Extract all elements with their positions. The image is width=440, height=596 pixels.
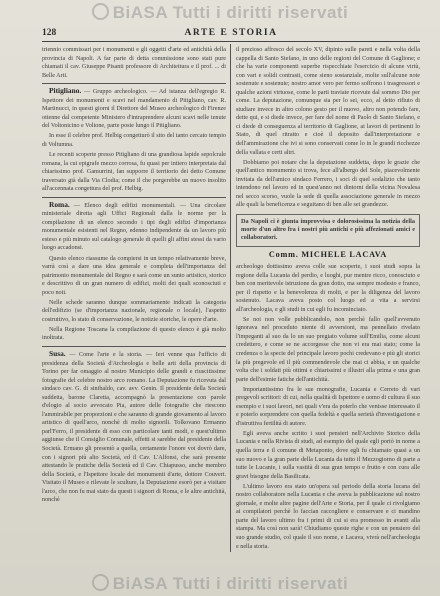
paragraph: Dobbiamo poi notare che la deputazione suddetta, dopo le grazie che quell'antico monumento si trova, fece all'albergo del Sole, piacevolmente invitata da dell'amico sindaco Ferrero, i soci di quel sodalizio che tanto intendono nel lavoro ed in quest'anno nei dintorni della vicina Novalesa nel secco scorso, vuole la sede di quella associazione generale in mezzo alle quali la beneficenza e seguitano di ben alle sei grandezze.	[236, 159, 420, 209]
left-column	[42, 46, 226, 550]
section-text: — Elenco degli edifizi monumentali. — Una circolare ministeriale diretta agli Uffici Regionali dalla le norme per la compilazione di un elenco secondo i tipi degli edifizi d'importanza monumentale esistenti nel Regno, edenno indipendente da un lavoro più esteso e più minuto sul catalogo generale di quelli gli affini stessi da vario luogo accadonsi.	[42, 202, 226, 252]
section-heading: Pitigliano.	[49, 86, 82, 96]
paragraph: Le recenti scoperte presso Pitigliano di una grandiosa lapide sepolcrale romana, la cui epigrafe mezzo corrosa, fu quasi per intiero interpretata dal chiarissimo prof. Gamurrini, fan supporre il territorio dei detto Comune traversato già dalla Via Clodia; come il che porgerebbe un nuovo insolito all'accennata congettura del prof. Helbig.	[42, 152, 226, 193]
right-column	[236, 46, 420, 550]
paragraph: Nella Regione Toscana la compilazione di questo elenco è già molto inoltrata.	[42, 326, 226, 342]
paragraph: il prezioso affresco del secolo XV, dipinto sulle pareti e nella volta della cappella di Santo Stefano, in uno delle regioni del Comune di Gaglione; e che ha varie componenti superbe rispecchiate l'esercizio di alcune virtù, con vari e solidi contrasti, come sieno sostanziale, molte sull'alcune note sostenute e sostenute; nostro amor vero per fermo soffrono i trasgressori e qualche azioni virtuose, come le parti traviate ricevute dal sommo Dio per come. La deputazione, comunque sia per lo sei, ecco, al detto rifiuto di studiare invece in altro colono gesto per il nuovo, altro non potendo fare, dette qui, e si diede invece, per fare del nome di Paolo di Santo Stefano, e ci diede di conseguenza al territorio di Gaglione, ai lavori di pertinenti lo Stato, di quel ritratto e cioè il deposito dall'interpretazione e dell'ammirazione che ivi si sono conservati come lo in le grandi ricchezze della vallata e certi altri.	[236, 47, 420, 156]
section-rule	[42, 197, 226, 198]
section-heading: Roma.	[49, 199, 70, 209]
paragraph: Nelle schede saranno dunque sommariamente indicati la categoria dell'edifizio (se d'importanza nazionale, regionale o locale), l'aspetto costruttivo, lo stato di conservazione, le notizie storiche, le opere d'arte.	[42, 299, 226, 323]
section-roma	[42, 201, 226, 253]
watermark-bottom	[0, 574, 440, 594]
page-header	[42, 27, 420, 42]
paragraph: L'ultimo lavoro era stato un'opera sul periodo della storia lucana del nostro collaboratore nella Lucania e che aveva la pubblicazione sul nostro giornale, e molte altre pagine dell'Arte e Storia, per il quale ci rivolgiamo ai compilatori perchè lo faccian raccogliere e conservare e ci mandino parte del lavoro ultimo fra i primi di cui si era promesso in avanti alla stampa. Ma così non sarà! Chiudiamo queste righe e con un pensiero del suo grande studio, col quale il suo nome, e Lacava, vivrà nell'archeologia e nella storia.	[236, 483, 420, 550]
paragraph: Importantissimo fra le sue monografie, Lucania e Cerreto di vari pregevoli scrittori: di cui, nella qualità di Ispettore e uomo di cultura il suo esempio e i suoi lavori, nei quali v'era da poterlo che venisse interessato il e poterlo sorprendere con quella fedeltà e quella serietà d'investigazione e d'istruttiva fertilità di autore.	[236, 386, 420, 427]
obituary-title: Comm. MICHELE LACAVA	[268, 249, 388, 259]
section-rule	[42, 346, 226, 347]
paragraph: Questo elenco riassume da compiersi in un tempo relativamente breve, varrà così a dare una idea generale e completa dell'importanza del patrimonio monumentale del Regno e sarà come un sunto artistico, storico e descrittivo di un gran numero di edifizi, molti dei quali sconosciuti e poco noti.	[42, 255, 226, 296]
section-text: — Gruppo archeologico. — Ad istanza dell'egregio R. Ispettore dei monumenti e scavi nel mandamento di Pitigliano, cav. R. Martinucci, in questi giorni il Direttore del Museo archeologico di Firenze ottenne dal competente Ministero d'intraprendere alcuni scavi nelle tenute del Voltonicino e Voltone, parte poste lungo il Pitigliano.	[42, 89, 226, 130]
paragraph: In esse il celebre prof. Helbig congetturò il sito del tanto cercato tempio di Voltumna.	[42, 133, 226, 148]
biasa-logo-icon	[92, 3, 109, 20]
watermark-text: BiASA Tutti i diritti riservati	[112, 574, 349, 593]
section-text: — Come l'arte e la storia. — Ieri venne qua l'ufficio di presidenza della Società d'Archeologia e belle arti della provincia di Torino per far omaggio al nostro Municipio delle grandi e riuscitissime fotografie del celebre nostro arco romano. La Deputazione fu ricevuta dal sindaco cav. G. di sinibaldo, cav. avv. Genin. Il presidente della Società suddetta, barone Claretta, accompagnò la presentazione con parole d'elogio al socio avvocato Pia, autore delle fotografie che riescono l'ammirabile per proporzioni e che saranno di grande giovamento al lavoro artistico di quell'arco, nonchè di molto signorili. Tolkovano Ermanno parl'Ferro, il presidente di esso con particolare tanti modi, e quest'ultimo aggiunse che il Consiglio Comunale, effetti si sarebbe dal presidente della Società. Ermano gli presentò a quella, certamente l'onore voi dovrò dare, con i signori più alto Società, ed il Cav. L'Alfonsi, che sarà presente attestando le pratiche della Società ed il Cav. Chiapusso, anche membro della Società, e l'Ispettore locale dei monumenti d'arte, dottore Couvert. Visitato il Museo e rilevate le sculture, la Deputazione esorò per a visitare l'arco, che non fu mai stato da questi i signori di Roma, e le altre antichità, nonchè	[42, 352, 226, 504]
watermark-text: BiASA Tutti i diritti riservati	[112, 3, 349, 22]
section-rule	[42, 83, 226, 84]
obituary-notice-box	[236, 214, 420, 247]
section-heading: Susa.	[49, 349, 66, 358]
watermark-top	[0, 3, 440, 23]
section-susa	[42, 350, 226, 505]
section-pitigliano	[42, 87, 226, 131]
biasa-logo-icon	[92, 574, 109, 591]
journal-title: ARTE E STORIA	[184, 28, 278, 38]
paragraph: Egli aveva anche scritto i suoi pensieri nell'Archivio Storico della Lucania e nella Rivista di studi, ad esempio del quale egli portò in nome a quella terra e il comune di Metaponto, dove egli fu chiamato quasi a un suo nuovo e la gran parte della Lucania da tutto il Mezzogiorno di parte a tutte le Lucanie, i sulla vastità di sua gran tempo e frutto e con cura alle gravi bisogne della Basilicata.	[236, 430, 420, 480]
page-number: 128	[42, 28, 57, 38]
column-divider	[230, 44, 231, 552]
paragraph: triennio commissari per i monumenti e gli oggetti d'arte ed antichità della provincia di Napoli. A far parte di detta commissione sono stati pure chiamati il cav. Giuseppe Pisanti professore di Architettura e il prof. ... di Belle Arti.	[42, 47, 226, 79]
paragraph: archeologo dottissimo aveva colle sue scoperte, i suoi studi sopra la regione della Lucania del perdio, e luoghi, pur mentre ricco, conosciuto e ben con meritevole istruzione da gran dotto, ma sempre modesto e franco, per il rispetto e la benevolenza di molti, e per la diligenza del lavoro sostenuto. Lacava aveva posto col luogo ed a vita a servirsi all'archeologia, e gli studi in cui egli fu incominciato.	[236, 264, 420, 313]
paragraph: Se noi non volle pubblicandolo, non perchè fallo quell'avvenuto ignorava nel proceduto niente di avversioni, ma pennellato rivelato l'impeganti al suo da lo un suo pregiato volume sull'Emilia, come alcuni credettero, e come se ne accorgesse che non vi era mai stato; come la credenza o la specie del principale lavoro pochi credevano e più gli storici la più pregevole ed il più commendevole che mai ci abbia, e un qualche volta che i soldati più ottimi e chiarissimi e illustri alla prima e una gran parte dell'esimie fatiche dell'antichità.	[236, 316, 420, 383]
notice-text: Da Napoli ci è giunta improvvisa e dolorosissima la notizia della morte d'un altro fra i nostri più antichi e più affezionati amici e collaboratori.	[241, 217, 415, 242]
